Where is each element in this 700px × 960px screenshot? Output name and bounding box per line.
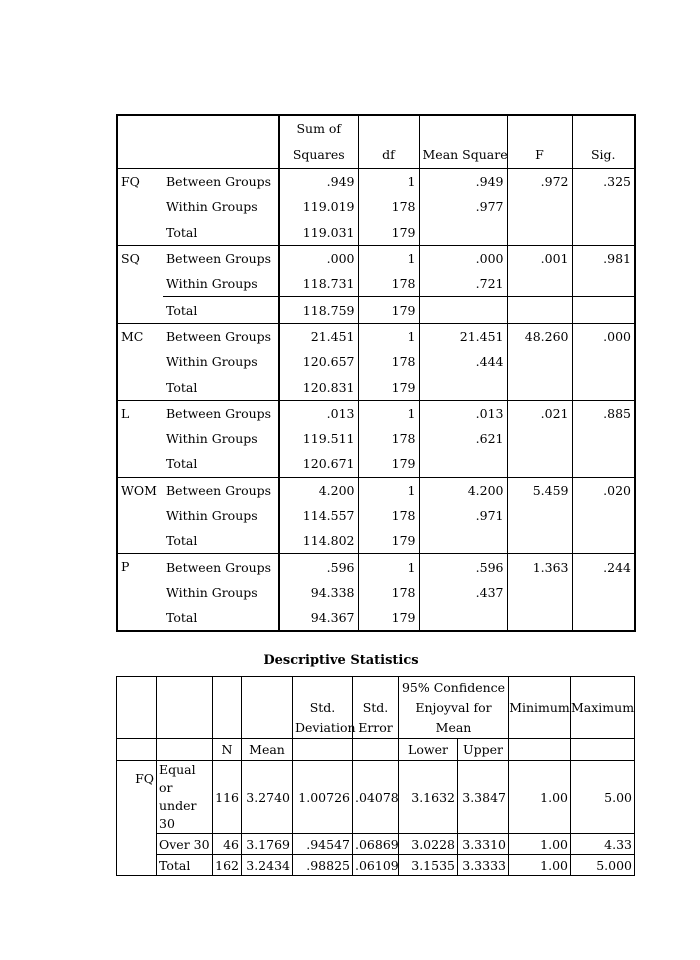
- table-row: [117, 297, 635, 323]
- group-label: Total: [157, 855, 213, 876]
- table-row: [117, 834, 635, 855]
- anova-row-label: Within Groups: [166, 431, 258, 447]
- upper-value: 3.3847: [458, 761, 509, 834]
- df-value: 179: [358, 220, 419, 246]
- sig-value: .325: [572, 169, 635, 195]
- df-value: 178: [358, 271, 419, 297]
- sum-of-squares-value: 114.557: [279, 503, 358, 528]
- sum-of-squares-value: 118.759: [279, 297, 358, 323]
- minimum-value: 1.00: [509, 834, 571, 855]
- anova-row-label: Between Groups: [163, 323, 279, 349]
- anova-row-label: Between Groups: [163, 245, 279, 271]
- sum-of-squares-value: 4.200: [279, 477, 358, 503]
- mean-square-value: 21.451: [419, 323, 507, 349]
- mean-square-value: [419, 220, 507, 246]
- mean-square-value: .444: [419, 349, 507, 374]
- mean-square-value: .971: [419, 503, 507, 528]
- f-header: F: [507, 115, 572, 169]
- anova-row-label: Within Groups: [166, 199, 258, 215]
- f-value: .001: [507, 245, 572, 271]
- mean-square-value: [419, 297, 507, 323]
- sig-value: [572, 374, 635, 400]
- df-value: 178: [358, 580, 419, 605]
- anova-header-row-1: [117, 115, 635, 142]
- table-row: [117, 528, 635, 554]
- std-error-header-line2: Error: [358, 720, 393, 735]
- f-value: 1.363: [507, 554, 572, 580]
- sum-of-squares-header-line1: Sum of: [279, 115, 358, 142]
- desc-header-row-1: [117, 677, 635, 739]
- f-value: [507, 503, 572, 528]
- table-row: [117, 349, 635, 374]
- sum-of-squares-header-line2: Squares: [279, 142, 358, 169]
- table-row: [117, 169, 635, 195]
- table-row: [117, 323, 635, 349]
- f-value: .972: [507, 169, 572, 195]
- df-value: 1: [358, 245, 419, 271]
- sig-value: .020: [572, 477, 635, 503]
- sum-of-squares-value: .000: [279, 245, 358, 271]
- anova-group-label: L: [117, 400, 163, 477]
- descriptive-statistics-title: Descriptive Statistics: [263, 653, 419, 668]
- maximum-value: 4.33: [571, 834, 635, 855]
- table-row: [117, 580, 635, 605]
- anova-group-label: FQ: [117, 169, 163, 246]
- anova-row-label: Total: [166, 456, 198, 472]
- anova-group-label: MC: [117, 323, 163, 400]
- desc-blank-n: [213, 677, 242, 739]
- sum-of-squares-value: 120.657: [279, 349, 358, 374]
- mean-square-header: Mean Square: [419, 115, 507, 169]
- sig-value: [572, 426, 635, 451]
- f-value: [507, 605, 572, 631]
- table-row: [117, 245, 635, 271]
- df-value: 179: [358, 297, 419, 323]
- anova-row-label: Total: [166, 224, 198, 240]
- table-row: [117, 477, 635, 503]
- sig-value: [572, 297, 635, 323]
- sig-value: .885: [572, 400, 635, 426]
- desc-header-row-2: [117, 739, 635, 761]
- lower-value: 3.0228: [399, 834, 458, 855]
- std-error-value: .06869: [353, 834, 399, 855]
- table-row: [117, 605, 635, 631]
- sum-of-squares-value: 120.831: [279, 374, 358, 400]
- desc-subheader-blank-1: [117, 739, 157, 761]
- desc-subheader-blank-3: [293, 739, 353, 761]
- sig-header: Sig.: [572, 115, 635, 169]
- df-value: 1: [358, 400, 419, 426]
- sig-value: .000: [572, 323, 635, 349]
- minimum-header: Minimum: [509, 677, 571, 739]
- mean-square-value: .621: [419, 426, 507, 451]
- f-value: [507, 374, 572, 400]
- sum-of-squares-value: .013: [279, 400, 358, 426]
- sum-of-squares-value: 119.019: [279, 194, 358, 219]
- std-error-header: [353, 677, 399, 739]
- mean-value: 3.2740: [242, 761, 293, 834]
- f-value: [507, 194, 572, 219]
- maximum-header: Maximum: [571, 677, 635, 739]
- variable-label: FQ: [117, 761, 157, 876]
- table-row: [117, 761, 635, 834]
- table-row: [117, 451, 635, 477]
- f-value: [507, 451, 572, 477]
- n-value: 162: [213, 855, 242, 876]
- mean-square-value: .596: [419, 554, 507, 580]
- sum-of-squares-value: .596: [279, 554, 358, 580]
- n-value: 46: [213, 834, 242, 855]
- f-value: 5.459: [507, 477, 572, 503]
- table-row: [117, 855, 635, 876]
- anova-row-label: Total: [163, 605, 279, 631]
- mean-value: 3.2434: [242, 855, 293, 876]
- group-label: Equal or under 30: [157, 761, 213, 834]
- maximum-value: 5.000: [571, 855, 635, 876]
- f-value: [507, 349, 572, 374]
- anova-row-label: Within Groups: [166, 508, 258, 523]
- upper-header: Upper: [458, 739, 509, 761]
- desc-subheader-blank-6: [571, 739, 635, 761]
- mean-square-value: .437: [419, 580, 507, 605]
- df-value: 179: [358, 374, 419, 400]
- desc-blank-mean: [242, 677, 293, 739]
- lower-value: 3.1632: [399, 761, 458, 834]
- minimum-value: 1.00: [509, 855, 571, 876]
- std-deviation-header-line2: Deviation: [295, 720, 356, 735]
- table-row: [117, 194, 635, 219]
- df-value: 1: [358, 169, 419, 195]
- n-value: 116: [213, 761, 242, 834]
- table-row: [117, 220, 635, 246]
- sum-of-squares-value: 118.731: [279, 271, 358, 297]
- descriptive-statistics-table: [116, 676, 635, 876]
- desc-subheader-blank-4: [353, 739, 399, 761]
- sum-of-squares-value: 119.031: [279, 220, 358, 246]
- confidence-interval-header-line3: Mean: [435, 719, 472, 735]
- sig-value: .981: [572, 245, 635, 271]
- n-header: N: [213, 739, 242, 761]
- anova-group-label: SQ: [117, 245, 163, 323]
- df-header: df: [358, 115, 419, 169]
- std-error-value: .04078: [353, 761, 399, 834]
- df-value: 179: [358, 528, 419, 554]
- df-value: 1: [358, 554, 419, 580]
- df-value: 178: [358, 426, 419, 451]
- f-value: [507, 297, 572, 323]
- std-error-header-line1: Std.: [362, 700, 389, 715]
- lower-header: Lower: [399, 739, 458, 761]
- f-value: [507, 426, 572, 451]
- df-value: 178: [358, 349, 419, 374]
- mean-square-value: .000: [419, 245, 507, 271]
- sig-value: [572, 580, 635, 605]
- mean-square-value: [419, 451, 507, 477]
- table-row: [117, 271, 635, 297]
- f-value: [507, 528, 572, 554]
- group-label: Over 30: [157, 834, 213, 855]
- table-row: [117, 374, 635, 400]
- anova-corner-cell: [117, 115, 279, 169]
- anova-row-label: Total: [166, 533, 198, 549]
- anova-row-label: Between Groups: [163, 477, 279, 503]
- lower-value: 3.1535: [399, 855, 458, 876]
- std-deviation-value: 1.00726: [293, 761, 353, 834]
- df-value: 178: [358, 503, 419, 528]
- anova-group-label: P: [117, 554, 163, 631]
- anova-row-label: Total: [166, 379, 198, 395]
- table-row: [117, 554, 635, 580]
- anova-row-label: Within Groups: [166, 584, 258, 600]
- mean-square-value: .013: [419, 400, 507, 426]
- sum-of-squares-value: 94.338: [279, 580, 358, 605]
- sig-value: [572, 271, 635, 297]
- anova-row-label: Between Groups: [163, 400, 279, 426]
- sig-value: [572, 220, 635, 246]
- sum-of-squares-value: 94.367: [279, 605, 358, 631]
- df-value: 178: [358, 194, 419, 219]
- desc-corner-cell-2: [157, 677, 213, 739]
- f-value: [507, 580, 572, 605]
- mean-header: Mean: [242, 739, 293, 761]
- sig-value: .244: [572, 554, 635, 580]
- table-row: [117, 503, 635, 528]
- anova-row-label: Within Groups: [166, 354, 258, 370]
- f-value: .021: [507, 400, 572, 426]
- f-value: 48.260: [507, 323, 572, 349]
- sum-of-squares-value: 21.451: [279, 323, 358, 349]
- upper-value: 3.3333: [458, 855, 509, 876]
- df-value: 1: [358, 323, 419, 349]
- desc-subheader-blank-5: [509, 739, 571, 761]
- sum-of-squares-value: .949: [279, 169, 358, 195]
- maximum-value: 5.00: [571, 761, 635, 834]
- std-deviation-header-line1: Std.: [309, 700, 336, 715]
- sig-value: [572, 194, 635, 219]
- f-value: [507, 220, 572, 246]
- anova-row-label: Within Groups: [166, 276, 258, 292]
- anova-row-label: Between Groups: [163, 554, 279, 580]
- table-row: [117, 426, 635, 451]
- anova-group-label: WOM: [117, 477, 163, 554]
- desc-corner-cell-1: [117, 677, 157, 739]
- desc-subheader-blank-2: [157, 739, 213, 761]
- mean-square-value: .977: [419, 194, 507, 219]
- confidence-interval-header-line2: Enjoyval for: [415, 699, 492, 715]
- df-value: 179: [358, 605, 419, 631]
- mean-square-value: 4.200: [419, 477, 507, 503]
- anova-table: [116, 114, 636, 632]
- df-value: 179: [358, 451, 419, 477]
- std-deviation-value: .98825: [293, 855, 353, 876]
- anova-row-label: Total: [163, 297, 279, 323]
- anova-row-label: Between Groups: [163, 169, 279, 195]
- f-value: [507, 271, 572, 297]
- df-value: 1: [358, 477, 419, 503]
- sig-value: [572, 349, 635, 374]
- sig-value: [572, 503, 635, 528]
- std-deviation-value: .94547: [293, 834, 353, 855]
- std-error-value: .06109: [353, 855, 399, 876]
- confidence-interval-header-line1: 95% Confidence: [401, 679, 506, 695]
- sig-value: [572, 528, 635, 554]
- mean-square-value: [419, 605, 507, 631]
- minimum-value: 1.00: [509, 761, 571, 834]
- mean-square-value: .721: [419, 271, 507, 297]
- sig-value: [572, 605, 635, 631]
- std-deviation-header: [293, 677, 356, 739]
- confidence-interval-header: [399, 677, 509, 739]
- sum-of-squares-value: 119.511: [279, 426, 358, 451]
- sum-of-squares-value: 114.802: [279, 528, 358, 554]
- sum-of-squares-value: 120.671: [279, 451, 358, 477]
- upper-value: 3.3310: [458, 834, 509, 855]
- mean-value: 3.1769: [242, 834, 293, 855]
- mean-square-value: [419, 528, 507, 554]
- mean-square-value: .949: [419, 169, 507, 195]
- sig-value: [572, 451, 635, 477]
- mean-square-value: [419, 374, 507, 400]
- table-row: [117, 400, 635, 426]
